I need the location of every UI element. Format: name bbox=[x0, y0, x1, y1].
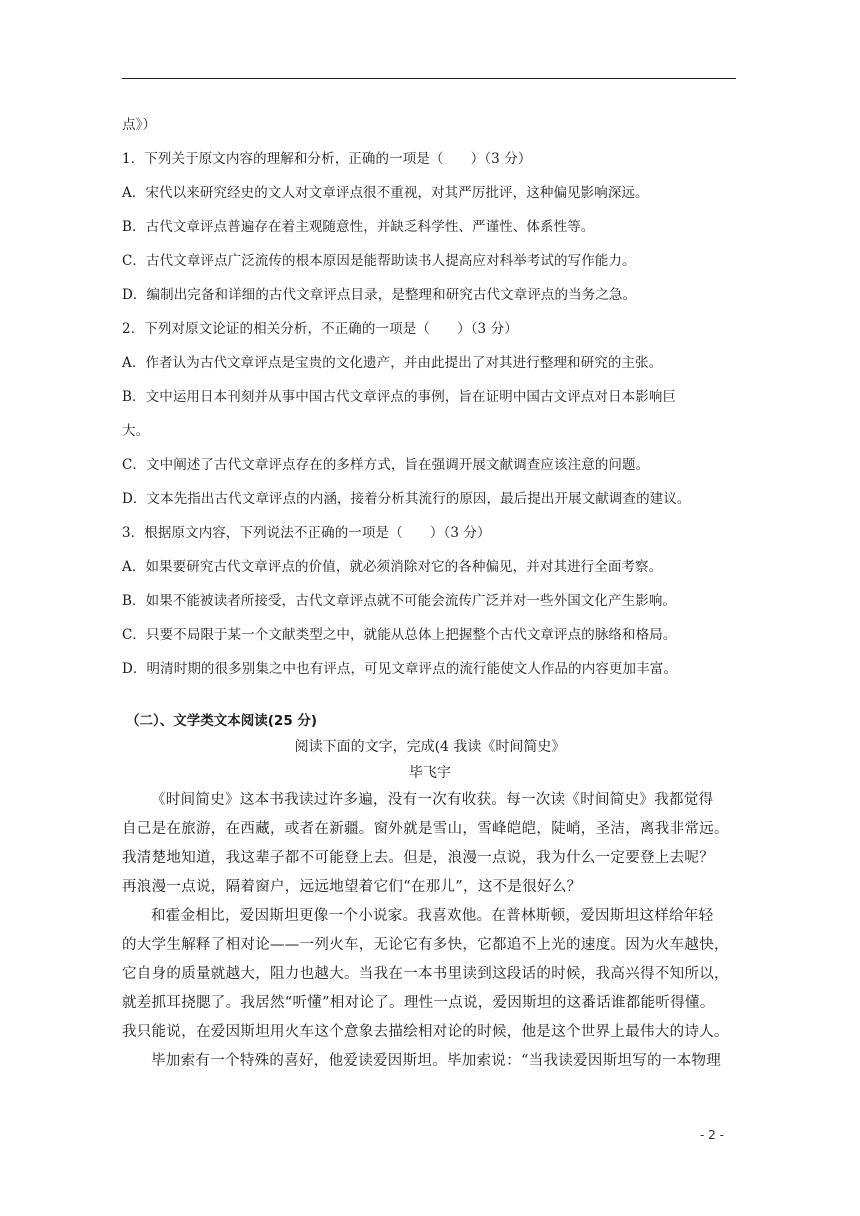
question-3-option-b: B．如果不能被读者所接受，古代文章评点就不可能会流传广泛并对一些外国文化产生影响。 bbox=[122, 593, 677, 609]
paragraph bbox=[122, 1047, 738, 1076]
paragraph-line: 自己是在旅游，在西藏，或者在新疆。窗外就是雪山，雪峰皑皑，陡峭，圣洁，离我非常远。 bbox=[122, 821, 729, 837]
question-1-option-a: A．宋代以来研究经史的文人对文章评点很不重视，对其严厉批评，这种偏见影响深远。 bbox=[122, 185, 649, 201]
page-number: - 2 - bbox=[700, 1128, 724, 1142]
paragraph-line: 它自身的质量就越大，阻力也越大。当我在一本书里读到这段话的时候，我高兴得不知所以， bbox=[122, 966, 729, 982]
question-3-option-c: C．只要不局限于某一个文献类型之中，就能从总体上把握整个古代文章评点的脉络和格局。 bbox=[122, 627, 677, 643]
header-rule bbox=[122, 78, 736, 79]
paragraph-line: 我清楚地知道，我这辈子都不可能登上去。但是，浪漫一点说，我为什么一定要登上去呢？ bbox=[122, 850, 714, 866]
question-2-option-a: A．作者认为古代文章评点是宝贵的文化遗产，并由此提出了对其进行整理和研究的主张。 bbox=[122, 355, 663, 371]
question-2-stem: 2．下列对原文论证的相关分析，不正确的一项是（ ）（3 分） bbox=[122, 321, 518, 337]
author-name: 毕飞宇 bbox=[409, 765, 451, 781]
paragraph bbox=[122, 902, 738, 1047]
page-content bbox=[122, 108, 738, 1076]
question-1-option-d: D．编制出完备和详细的古代文章评点目录，是整理和研究古代文章评点的当务之急。 bbox=[122, 287, 637, 303]
paragraph-line: 再浪漫一点说，隔着窗户，远远地望着它们“在那儿”，这不是很好么？ bbox=[122, 879, 582, 895]
paragraph-line: 的大学生解释了相对论——一列火车，无论它有多快，它都追不上光的速度。因为火车越快， bbox=[122, 937, 729, 953]
question-2-option-b: B．文中运用日本刊刻并从事中国古代文章评点的事例，旨在证明中国古文评点对日本影响巨 bbox=[122, 389, 677, 405]
question-3-option-a: A．如果要研究古代文章评点的价值，就必须消除对它的各种偏见，并对其进行全面考察。 bbox=[122, 559, 663, 575]
paragraph-line: 毕加索有一个特殊的喜好，他爱读爱因斯坦。毕加索说：“当我读爱因斯坦写的一本物理 bbox=[151, 1053, 722, 1069]
paragraph-line: 就差抓耳挠腮了。我居然“听懂”相对论了。理性一点说，爱因斯坦的这番话谁都能听得懂。 bbox=[122, 995, 715, 1011]
paragraph bbox=[122, 786, 738, 902]
paragraph-line: 《时间简史》这本书我读过许多遍，没有一次有收获。每一次读《时间简史》我都觉得 bbox=[151, 792, 714, 808]
paragraph-line: 我只能说，在爱因斯坦用火车这个意象去描绘相对论的时候，他是这个世界上最伟大的诗人。 bbox=[122, 1024, 729, 1040]
question-1-option-b: B．古代文章评点普遍存在着主观随意性，并缺乏科学性、严谨性、体系性等。 bbox=[122, 219, 595, 235]
question-3-option-d: D．明清时期的很多别集之中也有评点，可见文章评点的流行能使文人作品的内容更加丰富。 bbox=[122, 661, 677, 677]
question-2-option-c: C．文中阐述了古代文章评点存在的多样方式，旨在强调开展文献调查应该注意的问题。 bbox=[122, 457, 650, 473]
question-3-stem: 3．根据原文内容，下列说法不正确的一项是（ ）（3 分） bbox=[122, 525, 491, 541]
question-2-option-d: D．文本先指出古代文章评点的内涵，接着分析其流行的原因，最后提出开展文献调查的建议。 bbox=[122, 491, 691, 507]
text-line: 点》） bbox=[122, 117, 157, 133]
instruction-line: 阅读下面的文字，完成(4 我读《时间简史》 bbox=[294, 739, 566, 755]
paragraph-line: 和霍金相比，爱因斯坦更像一个小说家。我喜欢他。在普林斯顿，爱因斯坦这样给年轻 bbox=[151, 908, 714, 924]
section-title: （二）、文学类文本阅读(25 分) bbox=[126, 713, 318, 729]
questions-block bbox=[122, 108, 738, 686]
question-1-option-c: C．古代文章评点广泛流传的根本原因是能帮助读书人提高应对科举考试的写作能力。 bbox=[122, 253, 636, 269]
question-2-option-b-cont: 大。 bbox=[122, 423, 150, 439]
question-1-stem: 1．下列关于原文内容的理解和分析，正确的一项是（ ）（3 分） bbox=[122, 151, 532, 167]
